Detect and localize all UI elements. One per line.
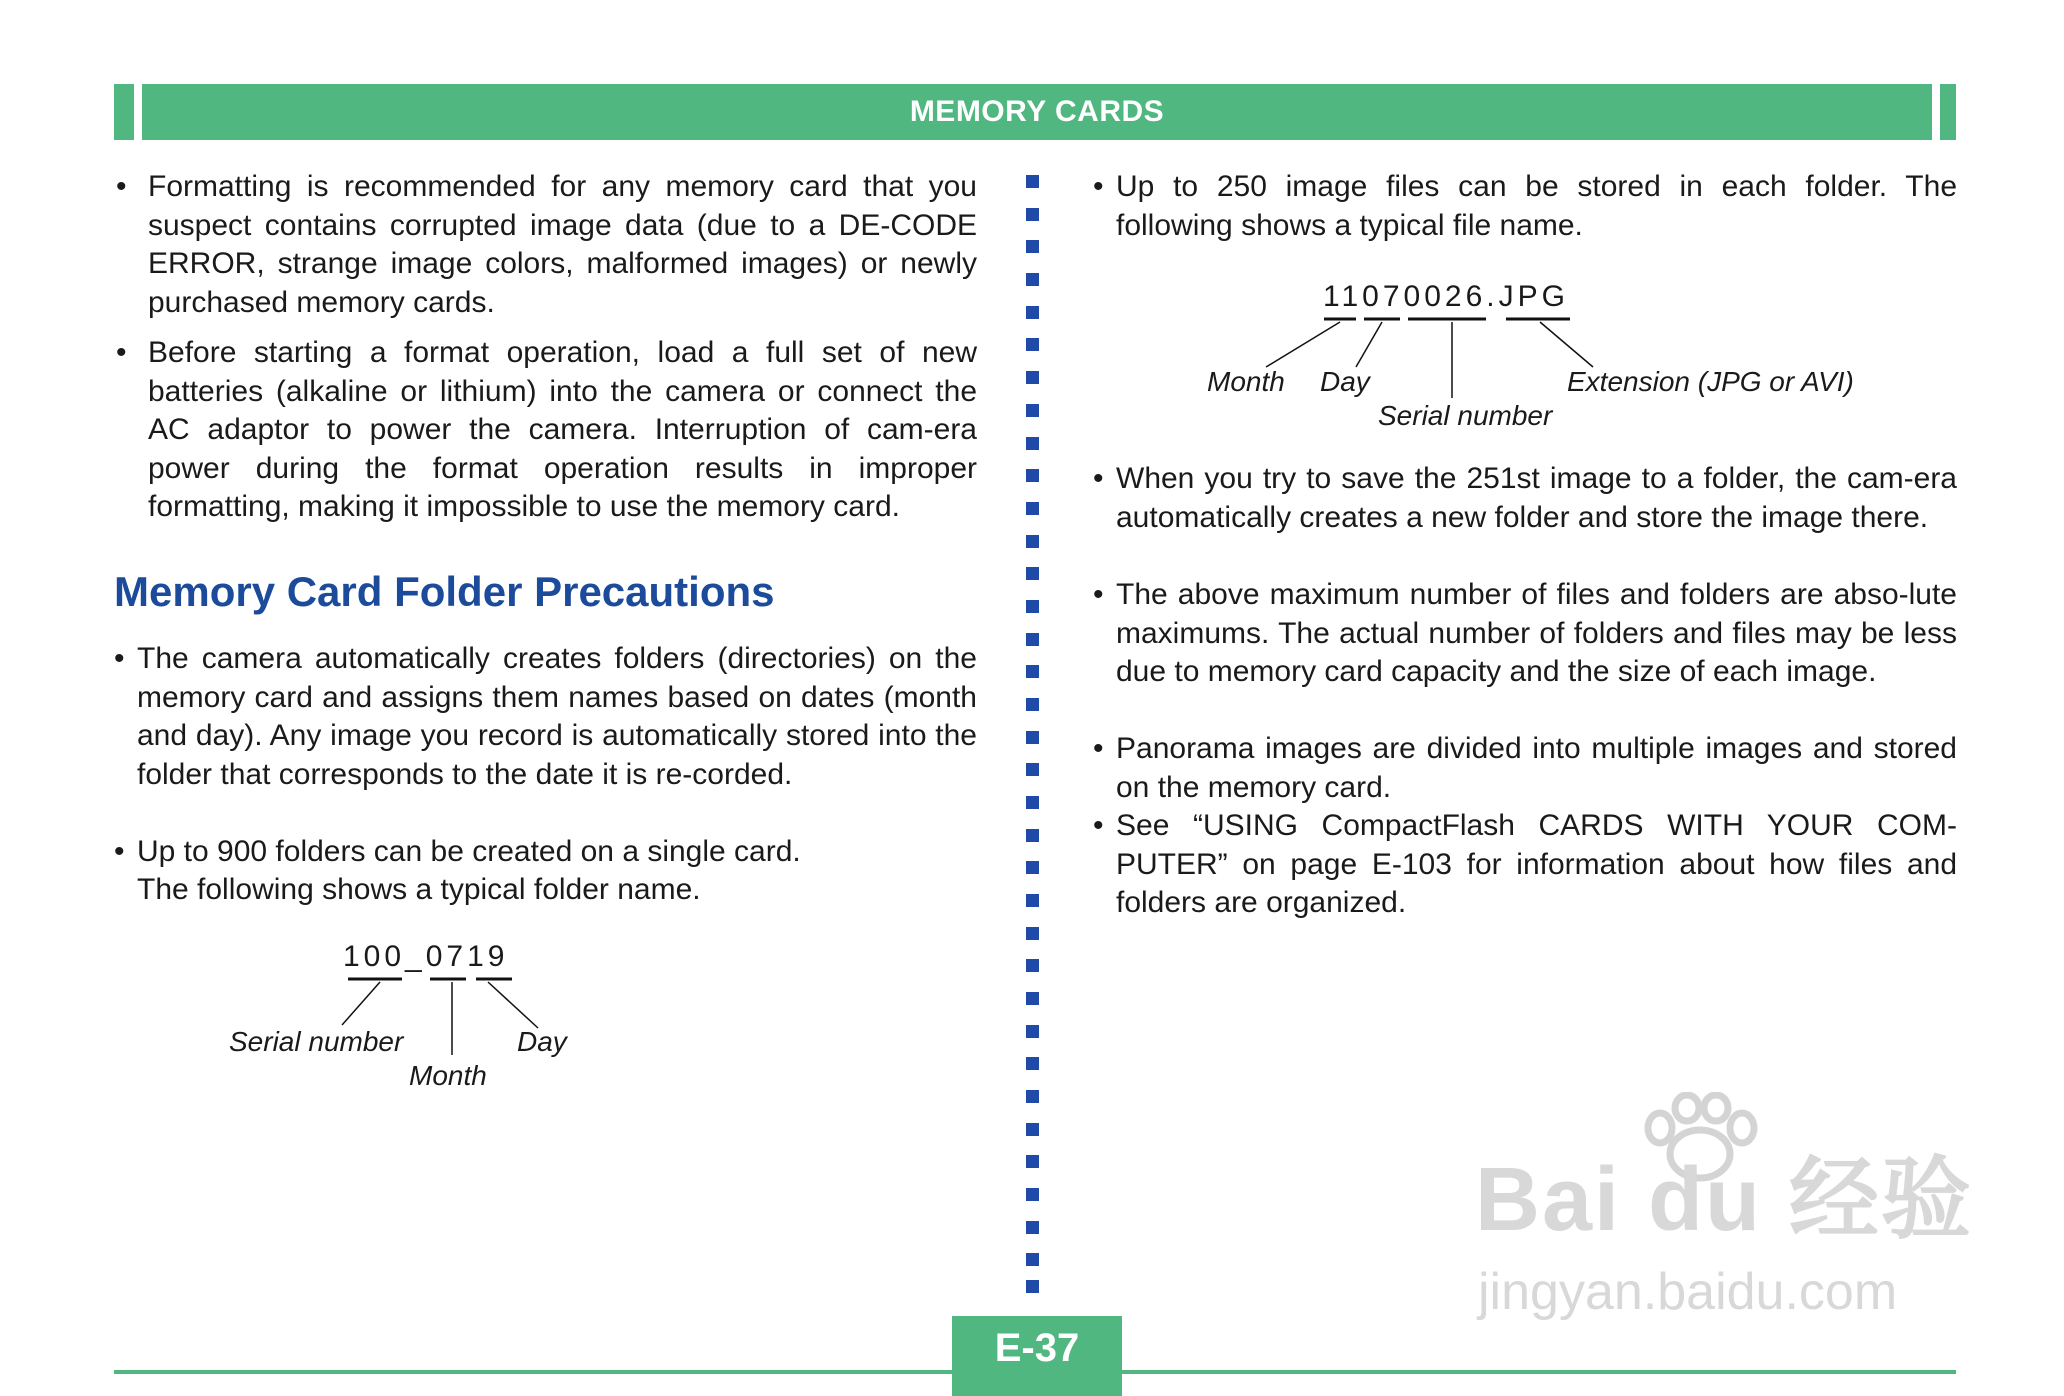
leader-month (1266, 322, 1340, 367)
file-bullet-top: Up to 250 image files can be stored in each folder. The following shows a typical file name. (1116, 170, 1957, 242)
file-diagram-lines (1260, 310, 1610, 405)
file-bullet-3: Panorama images are divided into multiple images and stored on the memory card. (1116, 732, 1957, 804)
leader-day (488, 982, 538, 1028)
section-heading: Memory Card Folder Precautions (114, 568, 775, 615)
file-bullet-1: When you try to save the 251st image to a folder, the cam-era automatically creates a new folder and store the image there. (1116, 462, 1957, 534)
bullet-dot: • (1093, 578, 1104, 611)
header-title: MEMORY CARDS (909, 95, 1165, 128)
bullet-dot: • (114, 835, 125, 868)
bullet-dot: • (1093, 170, 1104, 203)
folder-bullet-1: The camera automatically creates folders (directories) on the memory card and assigns them names based on dates (month and day). Any image you record is automatically stored into the folder that corresponds to the date it is re-corded. (137, 642, 977, 791)
folder-label-month: Month (409, 1060, 487, 1091)
folder-label-day: Day (517, 1026, 567, 1057)
watermark-url: jingyan.baidu.com (1478, 1263, 1898, 1321)
file-label-serial: Serial number (1378, 400, 1553, 431)
bullet-dot: • (116, 170, 127, 203)
leader-day (1356, 322, 1382, 367)
leader-serial (342, 982, 380, 1025)
bullet-dot: • (114, 642, 125, 675)
file-label-month: Month (1207, 366, 1285, 397)
intro-bullet-2: Before starting a format operation, load a full set of new batteries (alkaline or lithium) into the camera or connect the AC adaptor to power the camera. Interruption of cam-era power during the format operation results in improper formatting, making it impossible to use the memory card. (148, 336, 977, 524)
file-bullet-4: See “USING CompactFlash CARDS WITH YOUR COM-PUTER” on page E-103 for information about how files and folders are organized. (1116, 809, 1957, 920)
intro-bullet-1: Formatting is recommended for any memory card that you suspect contains corrupted image data (due to a DE-CODE ERROR, strange image colors, malformed images) or newly purchased memory cards. (148, 170, 977, 319)
bullet-dot: • (1093, 462, 1104, 495)
folder-name-example: 100_0719 (343, 940, 509, 973)
folder-label-serial: Serial number (229, 1026, 404, 1057)
leader-extension (1540, 322, 1593, 367)
folder-bullet-2: Up to 900 folders can be created on a single card. (137, 835, 801, 868)
file-bullet-2: The above maximum number of files and folders are abso-lute maximums. The actual number of folders and files may be less due to memory card capacity and the size of each image. (1116, 578, 1957, 689)
bullet-dot: • (1093, 732, 1104, 765)
header-left-tab (114, 84, 134, 140)
header-right-tab (1940, 84, 1956, 140)
page-number: E-37 (952, 1316, 1122, 1396)
file-label-day: Day (1320, 366, 1370, 397)
watermark-brand: Bai du 经验 (1475, 1150, 1974, 1250)
file-name-example: 11070026.JPG (1323, 280, 1569, 313)
folder-bullet-2-cont: The following shows a typical folder name. (137, 873, 701, 906)
file-label-extension: Extension (JPG or AVI) (1567, 366, 1854, 397)
bullet-dot: • (1093, 809, 1104, 842)
bullet-dot: • (116, 336, 127, 369)
